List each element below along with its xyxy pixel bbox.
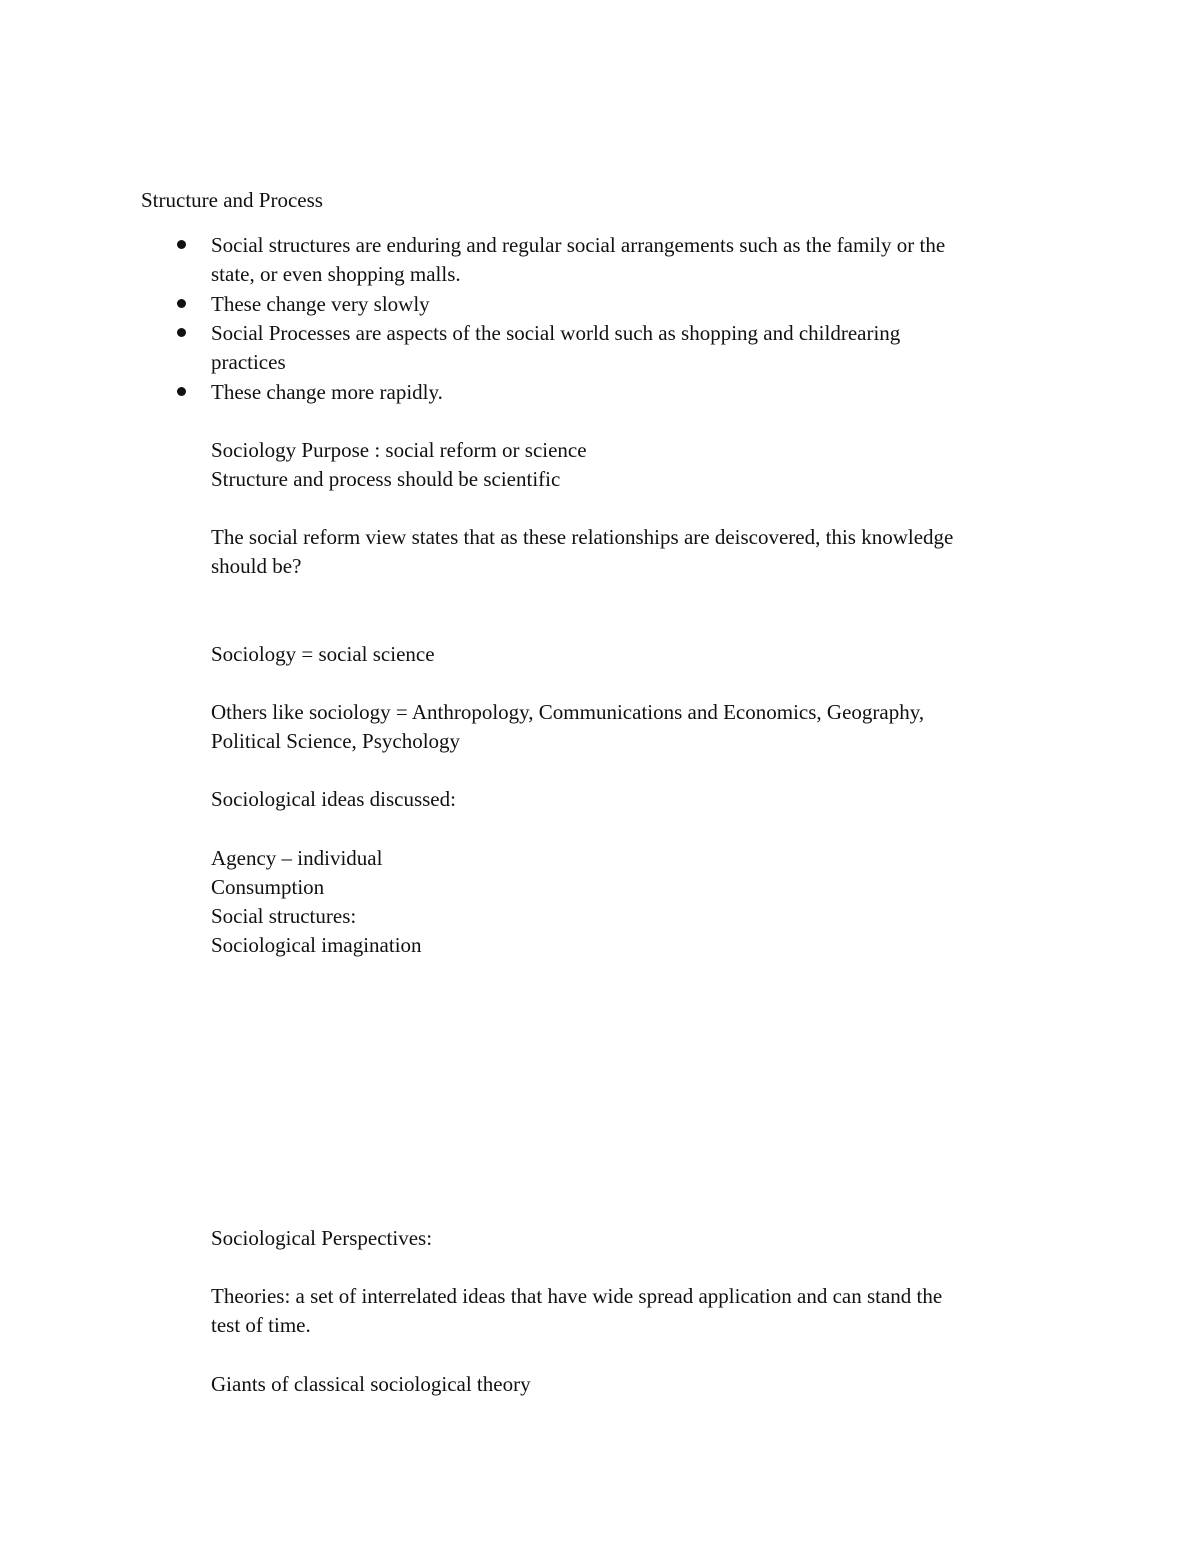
- idea-item: Consumption: [211, 875, 325, 899]
- bullet-text: Social Processes are aspects of the social world such as shopping and childrearing: [211, 321, 901, 345]
- paragraph-line: Giants of classical sociological theory: [211, 1372, 531, 1396]
- idea-item: Social structures:: [211, 904, 357, 928]
- bullet-icon: [177, 299, 186, 308]
- bullet-text: practices: [211, 350, 286, 374]
- section-heading: Structure and Process: [141, 188, 323, 212]
- paragraph-line: Political Science, Psychology: [211, 729, 461, 753]
- paragraph-line: should be?: [211, 554, 302, 578]
- bullet-text: Social structures are enduring and regular social arrangements such as the family or the: [211, 233, 946, 257]
- paragraph-line: Sociology = social science: [211, 642, 435, 666]
- paragraph-line: Structure and process should be scientific: [211, 467, 561, 491]
- bullet-icon: [177, 387, 186, 396]
- idea-item: Agency – individual: [211, 846, 383, 870]
- bullet-text: state, or even shopping malls.: [211, 262, 461, 286]
- idea-item: Sociological imagination: [211, 933, 422, 957]
- bullet-icon: [177, 328, 186, 337]
- paragraph-line: Others like sociology = Anthropology, Communications and Economics, Geography,: [211, 700, 925, 724]
- paragraph-line: test of time.: [211, 1313, 311, 1337]
- bullet-text: These change very slowly: [211, 292, 430, 316]
- paragraph-line: The social reform view states that as these relationships are deiscovered, this knowledge: [211, 525, 954, 549]
- paragraph-line: Theories: a set of interrelated ideas that have wide spread application and can stand the: [211, 1284, 943, 1308]
- paragraph-line: Sociology Purpose : social reform or science: [211, 438, 587, 462]
- bullet-text: These change more rapidly.: [211, 380, 443, 404]
- subheading: Sociological Perspectives:: [211, 1226, 433, 1250]
- bullet-icon: [177, 240, 186, 249]
- subheading: Sociological ideas discussed:: [211, 787, 456, 811]
